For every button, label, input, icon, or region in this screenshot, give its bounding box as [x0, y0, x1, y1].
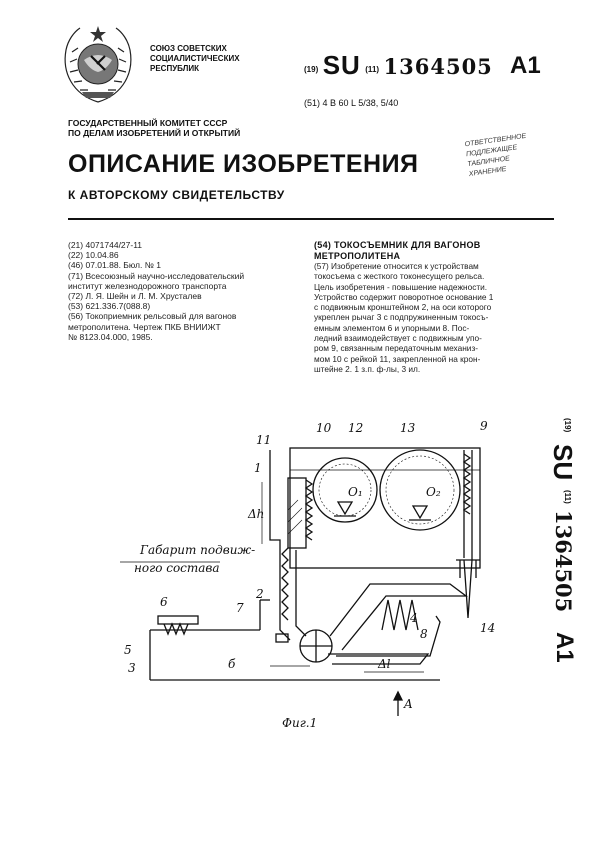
abstract-line: укреплен рычаг 3 с подпружиненным токосъ-	[314, 312, 489, 323]
patent-kind-block	[510, 52, 541, 80]
side-prefix-11: (11)	[563, 490, 572, 504]
biblio-line: (56) Токоприемник рельсовый для вагонов	[68, 311, 237, 322]
org-line: СОЮЗ СОВЕТСКИХ	[150, 44, 227, 53]
abstract-line: (57) Изобретение относится к устройствам	[314, 261, 479, 271]
side-prefix-19: (19)	[563, 418, 572, 433]
patent-kind: A1	[510, 52, 541, 79]
label-2: 2	[256, 587, 264, 601]
biblio-line: (22) 10.04.86	[68, 250, 119, 261]
side-patent-label	[542, 418, 582, 680]
label-1: 1	[254, 461, 262, 475]
document-title: ОПИСАНИЕ ИЗОБРЕТЕНИЯ	[68, 150, 419, 178]
label-12: 12	[348, 421, 364, 435]
biblio-line: (71) Всесоюзный научно-исследовательский	[68, 270, 245, 281]
abstract-title-line: (54) ТОКОСЪЕМНИК ДЛЯ ВАГОНОВ	[314, 240, 481, 250]
abstract	[314, 240, 560, 374]
biblio-line: институт железнодорожного транспорта	[68, 280, 227, 291]
label-13: 13	[400, 421, 416, 435]
label-7: 7	[236, 601, 244, 615]
label-a: A	[404, 697, 413, 711]
abstract-line: Цель изобретения - повышение надежности.	[314, 281, 488, 292]
label-b: б	[228, 657, 236, 671]
label-o1: O₁	[348, 485, 363, 499]
abstract-line: штейне 2. 1 з.п. ф-лы, 3 ил.	[314, 363, 421, 374]
header-divider	[68, 218, 554, 220]
committee-line: ГОСУДАРСТВЕННЫЙ КОМИТЕТ СССР	[68, 118, 228, 128]
biblio-line: метрополитена. Чертеж ПКБ ВНИИЖТ	[68, 321, 221, 332]
label-11: 11	[256, 433, 272, 447]
stamp-line: ХРАНЕНИЕ	[468, 165, 507, 179]
stamp-line: ПОДЛЕЖАЩЕЕ	[465, 144, 518, 159]
ussr-emblem-icon	[58, 22, 138, 106]
biblio-line: (53) 621.336.7(088.8)	[68, 301, 151, 312]
side-number: 1364505	[551, 510, 576, 613]
abstract-line: Устройство содержит поворотное основание 1	[314, 291, 494, 302]
label-14: 14	[480, 621, 496, 635]
org-line: РЕСПУБЛИК	[150, 64, 199, 73]
biblio-line: (72) Л. Я. Шейн и Л. М. Хрусталев	[68, 291, 202, 302]
patent-number: 1364505	[383, 54, 493, 79]
organization-name	[150, 44, 240, 74]
library-stamp	[464, 128, 560, 202]
label-dl: Δl	[378, 657, 391, 671]
abstract-line: емным элементом 6 и упорными 8. Пос-	[314, 322, 470, 333]
patent-number-block	[304, 50, 493, 81]
mpk-classification: (51) 4 В 60 L 5/38, 5/40	[304, 98, 399, 108]
patent-prefix-11: (11)	[365, 65, 380, 74]
abstract-line: ледний взаимодействует с подвижным упо-	[314, 333, 482, 344]
abstract-title-line: МЕТРОПОЛИТЕНА	[314, 250, 401, 261]
side-kind: A1	[551, 632, 578, 663]
abstract-line: ром 9, связанным передаточным механиз-	[314, 343, 479, 354]
bibliographic-data	[68, 240, 300, 342]
patent-su: SU	[322, 50, 361, 80]
patent-prefix-19: (19)	[304, 65, 319, 74]
abstract-line: с подвижным кронштейном 2, на оси которого	[314, 302, 492, 313]
abstract-line: мом 10 с рейкой 11, закрепленной на крон-	[314, 353, 481, 364]
technical-drawing	[120, 410, 540, 730]
label-o2: O₂	[426, 485, 441, 499]
committee-line: ПО ДЕЛАМ ИЗОБРЕТЕНИЙ И ОТКРЫТИЙ	[68, 128, 241, 138]
abstract-line: токосъема с жесткого токонесущего рельса.	[314, 271, 485, 282]
biblio-line: (46) 07.01.88. Бюл. № 1	[68, 260, 161, 271]
figure-caption: Фиг.1	[282, 716, 318, 730]
org-line: СОЦИАЛИСТИЧЕСКИХ	[150, 54, 240, 63]
stamp-line: ТАБЛИЧНОЕ	[467, 155, 511, 169]
label-6: 6	[160, 595, 168, 609]
stamp-line: ОТВЕТСТВЕННОЕ	[464, 132, 527, 149]
label-3: 3	[128, 661, 136, 675]
label-4: 4	[410, 611, 418, 625]
side-su: SU	[548, 444, 578, 481]
gauge-annotation-line: ного состава	[134, 561, 220, 575]
document-subtitle: К АВТОРСКОМУ СВИДЕТЕЛЬСТВУ	[68, 188, 285, 202]
committee-name	[68, 118, 240, 138]
label-9: 9	[480, 419, 488, 433]
biblio-line: № 8123.04.000, 1985.	[68, 331, 153, 342]
label-dh: Δh	[248, 507, 265, 521]
gauge-annotation-line: Габарит подвиж-	[140, 543, 256, 557]
label-8: 8	[420, 627, 428, 641]
label-10: 10	[316, 421, 332, 435]
biblio-line: (21) 4071744/27-11	[68, 240, 143, 250]
label-5: 5	[124, 643, 132, 657]
